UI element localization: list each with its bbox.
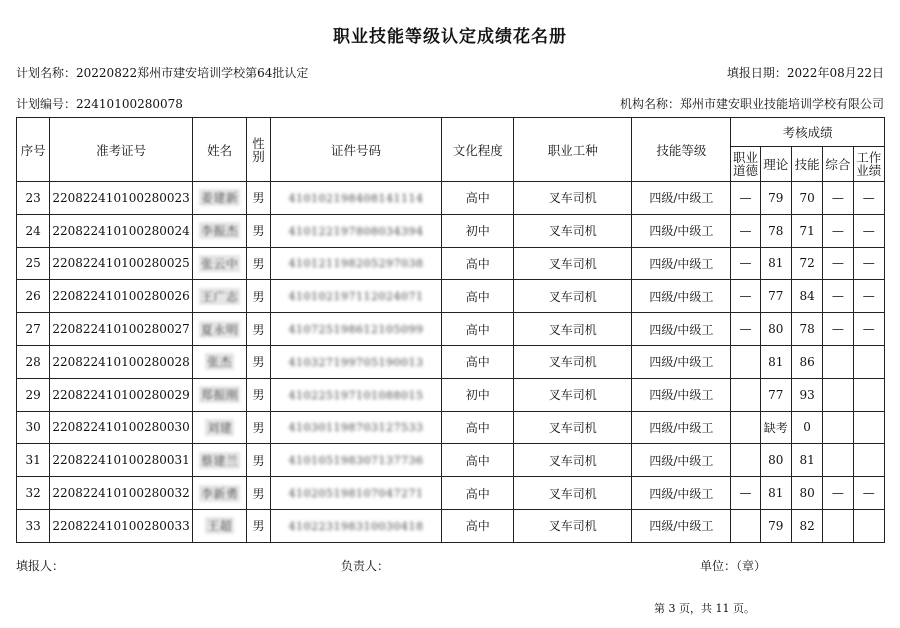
cell-occupation: 叉车司机: [514, 247, 632, 280]
cell-name: [192, 280, 247, 313]
cell-seq: 24: [17, 214, 50, 247]
id-redacted: 410102198408141114: [288, 191, 424, 205]
cell-theory: 79: [760, 182, 791, 215]
name-redacted: 姜建新: [200, 191, 239, 206]
header-gender-line1: 性: [252, 135, 265, 151]
header-work-line1: 工作: [856, 150, 882, 165]
cell-work: —: [853, 247, 884, 280]
cell-education: 高中: [442, 345, 514, 378]
cell-exam-no: 220822410100280029: [50, 378, 192, 411]
cell-exam-no: 220822410100280025: [50, 247, 192, 280]
cell-name: [192, 313, 247, 346]
plan-name-label: 计划名称：: [16, 66, 77, 80]
cell-comprehensive: [823, 411, 853, 444]
cell-education: 高中: [442, 182, 514, 215]
cell-name: [192, 182, 247, 215]
cell-occupation: 叉车司机: [514, 444, 632, 477]
cell-skill: 80: [791, 477, 822, 510]
cell-seq: 33: [17, 509, 50, 542]
cell-name: [192, 509, 247, 542]
cell-education: 高中: [442, 411, 514, 444]
cell-work: [853, 444, 884, 477]
org-line: [620, 95, 884, 112]
cell-comprehensive: —: [823, 313, 853, 346]
name-redacted: 张云中: [200, 256, 239, 271]
header-gender-line2: 别: [252, 148, 265, 164]
plan-name-value: 20220822郑州市建安培训学校第64批认定: [76, 66, 309, 80]
cell-work: —: [853, 280, 884, 313]
cell-level: 四级/中级工: [632, 247, 731, 280]
cell-work: —: [853, 182, 884, 215]
plan-no-value: 22410100280078: [76, 97, 183, 111]
fill-date-line: [727, 64, 884, 81]
id-redacted: 410327199705190013: [288, 355, 424, 369]
cell-skill: 86: [791, 345, 822, 378]
cell-theory: 80: [760, 313, 791, 346]
cell-name: [192, 444, 247, 477]
cell-theory: 77: [760, 378, 791, 411]
cell-level: 四级/中级工: [632, 214, 731, 247]
cell-id-no: [270, 411, 442, 444]
filler-label: 填报人：: [16, 559, 65, 573]
header-theory: 理论: [760, 147, 791, 182]
id-redacted: 410121198205297038: [288, 257, 424, 271]
cell-exam-no: 220822410100280026: [50, 280, 192, 313]
cell-occupation: 叉车司机: [514, 345, 632, 378]
header-skill: 技能: [791, 147, 822, 182]
cell-id-no: [270, 509, 442, 542]
id-redacted: 410725198612105099: [288, 323, 424, 337]
cell-name: [192, 247, 247, 280]
header-scores: 考核成绩: [731, 118, 885, 147]
cell-exam-no: 220822410100280032: [50, 477, 192, 510]
table-row: [17, 182, 885, 215]
cell-theory: 80: [760, 444, 791, 477]
table-row: [17, 214, 885, 247]
cell-seq: 25: [17, 247, 50, 280]
cell-seq: 30: [17, 411, 50, 444]
cell-work: [853, 378, 884, 411]
name-redacted: 刘建: [207, 420, 233, 435]
cell-work: [853, 411, 884, 444]
cell-gender: 男: [247, 509, 270, 542]
cell-exam-no: 220822410100280023: [50, 182, 192, 215]
cell-level: 四级/中级工: [632, 411, 731, 444]
cell-comprehensive: [823, 444, 853, 477]
cell-skill: 72: [791, 247, 822, 280]
cell-level: 四级/中级工: [632, 182, 731, 215]
cell-id-no: [270, 378, 442, 411]
cell-occupation: 叉车司机: [514, 509, 632, 542]
cell-gender: 男: [247, 477, 270, 510]
header-id-no: 证件号码: [270, 118, 442, 182]
cell-ethics: —: [731, 247, 760, 280]
cell-education: 初中: [442, 214, 514, 247]
cell-skill: 82: [791, 509, 822, 542]
id-redacted: 410102197112024071: [288, 290, 424, 304]
cell-work: —: [853, 214, 884, 247]
cell-education: 高中: [442, 444, 514, 477]
responsible-label: 负责人：: [341, 559, 390, 573]
cell-theory: 81: [760, 247, 791, 280]
cell-skill: 81: [791, 444, 822, 477]
plan-name-line: [16, 64, 308, 81]
cell-skill: 84: [791, 280, 822, 313]
cell-comprehensive: [823, 345, 853, 378]
cell-seq: 27: [17, 313, 50, 346]
cell-comprehensive: —: [823, 280, 853, 313]
header-occupation: 职业工种: [514, 118, 632, 182]
header-level: 技能等级: [632, 118, 731, 182]
header-name: 姓名: [192, 118, 247, 182]
org-value: 郑州市建安职业技能培训学校有限公司: [679, 97, 884, 111]
org-label: 机构名称：: [619, 97, 680, 111]
header-work: [853, 147, 884, 182]
table-row: [17, 509, 885, 542]
cell-skill: 0: [791, 411, 822, 444]
name-redacted: 蔡建兰: [200, 453, 239, 468]
cell-occupation: 叉车司机: [514, 214, 632, 247]
cell-education: 高中: [442, 280, 514, 313]
cell-skill: 70: [791, 182, 822, 215]
cell-work: [853, 345, 884, 378]
cell-education: 初中: [442, 378, 514, 411]
header-exam-no: 准考证号: [50, 118, 192, 182]
cell-ethics: [731, 378, 760, 411]
cell-theory: 缺考: [760, 411, 791, 444]
cell-work: —: [853, 313, 884, 346]
cell-ethics: [731, 444, 760, 477]
cell-id-no: [270, 247, 442, 280]
header-ethics-line1: 职业: [732, 150, 758, 165]
cell-occupation: 叉车司机: [514, 182, 632, 215]
header-ethics: [731, 147, 760, 182]
cell-name: [192, 411, 247, 444]
cell-name: [192, 378, 247, 411]
cell-occupation: 叉车司机: [514, 280, 632, 313]
cell-level: 四级/中级工: [632, 313, 731, 346]
cell-level: 四级/中级工: [632, 509, 731, 542]
cell-education: 高中: [442, 247, 514, 280]
id-redacted: 410205198107047271: [288, 487, 424, 501]
id-redacted: 410225197101088015: [288, 388, 424, 402]
cell-seq: 29: [17, 378, 50, 411]
cell-occupation: 叉车司机: [514, 378, 632, 411]
cell-id-no: [270, 345, 442, 378]
cell-ethics: —: [731, 214, 760, 247]
cell-ethics: [731, 411, 760, 444]
cell-theory: 79: [760, 509, 791, 542]
cell-occupation: 叉车司机: [514, 411, 632, 444]
id-redacted: 410105198307137736: [288, 454, 424, 468]
plan-no-label: 计划编号：: [16, 97, 77, 111]
header-ethics-line2: 道德: [732, 163, 758, 178]
cell-id-no: [270, 182, 442, 215]
cell-exam-no: 220822410100280028: [50, 345, 192, 378]
cell-ethics: [731, 345, 760, 378]
header-education: 文化程度: [442, 118, 514, 182]
cell-level: 四级/中级工: [632, 444, 731, 477]
cell-ethics: —: [731, 477, 760, 510]
cell-comprehensive: —: [823, 182, 853, 215]
document-title: 职业技能等级认定成绩花名册: [333, 27, 567, 47]
id-redacted: 410301198703127533: [288, 421, 424, 435]
cell-level: 四级/中级工: [632, 345, 731, 378]
cell-theory: 78: [760, 214, 791, 247]
cell-work: [853, 509, 884, 542]
name-redacted: 张杰: [207, 355, 233, 370]
id-redacted: 410223198310030418: [288, 519, 424, 533]
cell-seq: 26: [17, 280, 50, 313]
name-redacted: 王超: [207, 519, 233, 534]
plan-no-line: [16, 95, 183, 112]
cell-id-no: [270, 477, 442, 510]
unit-seal-label: 单位：（章）: [700, 559, 767, 573]
name-redacted: 夏永明: [200, 322, 239, 337]
cell-ethics: —: [731, 182, 760, 215]
cell-name: [192, 345, 247, 378]
cell-gender: 男: [247, 345, 270, 378]
table-row: [17, 313, 885, 346]
cell-comprehensive: —: [823, 477, 853, 510]
score-roster-table: [16, 117, 885, 543]
cell-education: 高中: [442, 313, 514, 346]
name-redacted: 王广志: [200, 289, 239, 304]
cell-level: 四级/中级工: [632, 477, 731, 510]
cell-occupation: 叉车司机: [514, 313, 632, 346]
cell-theory: 81: [760, 477, 791, 510]
cell-id-no: [270, 444, 442, 477]
table-row: [17, 345, 885, 378]
cell-work: —: [853, 477, 884, 510]
cell-theory: 81: [760, 345, 791, 378]
cell-gender: 男: [247, 378, 270, 411]
cell-education: 高中: [442, 477, 514, 510]
cell-ethics: [731, 509, 760, 542]
table-row: [17, 280, 885, 313]
cell-skill: 71: [791, 214, 822, 247]
table-row: [17, 477, 885, 510]
cell-exam-no: 220822410100280027: [50, 313, 192, 346]
cell-education: 高中: [442, 509, 514, 542]
cell-level: 四级/中级工: [632, 280, 731, 313]
cell-id-no: [270, 214, 442, 247]
cell-seq: 28: [17, 345, 50, 378]
name-redacted: 郑振刚: [200, 388, 239, 403]
cell-id-no: [270, 313, 442, 346]
cell-comprehensive: —: [823, 214, 853, 247]
cell-gender: 男: [247, 313, 270, 346]
cell-seq: 23: [17, 182, 50, 215]
cell-name: [192, 214, 247, 247]
cell-comprehensive: [823, 378, 853, 411]
cell-gender: 男: [247, 411, 270, 444]
cell-gender: 男: [247, 247, 270, 280]
cell-id-no: [270, 280, 442, 313]
cell-comprehensive: [823, 509, 853, 542]
cell-name: [192, 477, 247, 510]
name-redacted: 李新勇: [200, 486, 239, 501]
cell-comprehensive: —: [823, 247, 853, 280]
cell-gender: 男: [247, 214, 270, 247]
table-row: [17, 378, 885, 411]
cell-ethics: —: [731, 280, 760, 313]
cell-skill: 78: [791, 313, 822, 346]
cell-seq: 32: [17, 477, 50, 510]
page-info: 第 3 页，共 11 页。: [654, 602, 755, 615]
table-row: [17, 247, 885, 280]
cell-exam-no: 220822410100280024: [50, 214, 192, 247]
header-seq: 序号: [17, 118, 50, 182]
cell-exam-no: 220822410100280031: [50, 444, 192, 477]
cell-skill: 93: [791, 378, 822, 411]
id-redacted: 410122197808034394: [288, 224, 424, 238]
header-gender: [247, 118, 270, 182]
cell-exam-no: 220822410100280030: [50, 411, 192, 444]
cell-exam-no: 220822410100280033: [50, 509, 192, 542]
cell-seq: 31: [17, 444, 50, 477]
name-redacted: 李振杰: [200, 224, 239, 239]
table-row: [17, 411, 885, 444]
cell-gender: 男: [247, 444, 270, 477]
header-comprehensive: 综合: [823, 147, 853, 182]
cell-ethics: —: [731, 313, 760, 346]
cell-gender: 男: [247, 182, 270, 215]
table-row: [17, 444, 885, 477]
cell-theory: 77: [760, 280, 791, 313]
cell-level: 四级/中级工: [632, 378, 731, 411]
header-work-line2: 业绩: [856, 163, 882, 178]
fill-date-label: 填报日期：: [726, 66, 787, 80]
fill-date-value: 2022年08月22日: [786, 66, 884, 80]
cell-gender: 男: [247, 280, 270, 313]
cell-occupation: 叉车司机: [514, 477, 632, 510]
